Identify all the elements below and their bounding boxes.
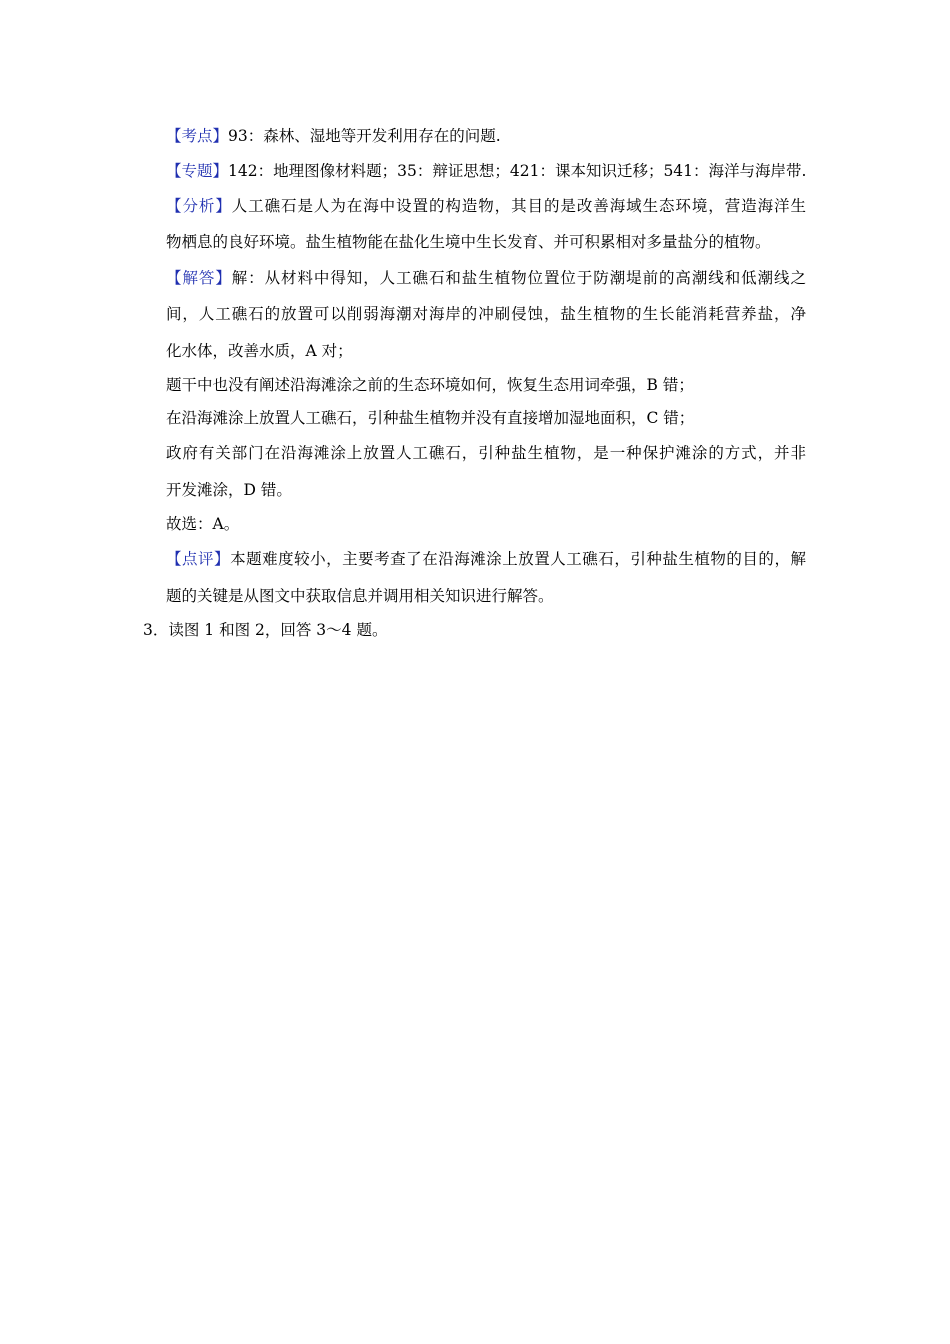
jieda-tag: 【解答】 (166, 269, 232, 287)
jieda-line-5: 在沿海滩涂上放置人工礁石，引种盐生植物并没有直接增加湿地面积，C 错； (166, 409, 695, 427)
zhuanti-tag: 【专题】 (166, 162, 229, 180)
jieda-line-3: 化水体，改善水质，A 对； (166, 342, 353, 360)
kaodian-tag: 【考点】 (166, 127, 229, 145)
fenxi-line-1 (166, 196, 806, 216)
dianping-tag: 【点评】 (166, 550, 231, 568)
kaodian-line (166, 126, 501, 146)
jieda-line-1 (166, 268, 806, 288)
jieda-text-1: 解：从材料中得知，人工礁石和盐生植物位置位于防潮堤前的高潮线和低潮线之 (231, 269, 806, 287)
jieda-line-6: 政府有关部门在沿海滩涂上放置人工礁石，引种盐生植物，是一种保护滩涂的方式，并非 (166, 444, 806, 462)
zhuanti-text: 142：地理图像材料题；35：辩证思想；421：课本知识迁移；541：海洋与海岸带. (228, 162, 807, 180)
question-3-text: 读图 1 和图 2，回答 3～4 题。 (168, 621, 388, 639)
question-3 (143, 620, 387, 640)
jieda-line-4: 题干中也没有阐述沿海滩涂之前的生态环境如何，恢复生态用词牵强，B 错； (166, 376, 694, 394)
fenxi-text-1: 人工礁石是人为在海中设置的构造物，其目的是改善海域生态环境，营造海洋生 (231, 197, 806, 215)
question-3-number: 3． (143, 621, 169, 639)
fenxi-tag: 【分析】 (166, 197, 232, 215)
dianping-line-2: 题的关键是从图文中获取信息并调用相关知识进行解答。 (166, 587, 554, 605)
jieda-line-7: 开发滩涂，D 错。 (166, 481, 292, 499)
jieda-line-2: 间，人工礁石的放置可以削弱海潮对海岸的冲刷侵蚀，盐生植物的生长能消耗营养盐，净 (166, 305, 806, 323)
dianping-text-1: 本题难度较小，主要考查了在沿海滩涂上放置人工礁石，引种盐生植物的目的，解 (230, 550, 806, 568)
dianping-line-1 (166, 549, 806, 569)
zhuanti-line (166, 161, 806, 181)
fenxi-line-2: 物栖息的良好环境。盐生植物能在盐化生境中生长发育、并可积累相对多量盐分的植物。 (166, 233, 771, 251)
kaodian-text: 93：森林、湿地等开发利用存在的问题. (228, 127, 501, 145)
jieda-answer: 故选：A。 (166, 515, 240, 533)
